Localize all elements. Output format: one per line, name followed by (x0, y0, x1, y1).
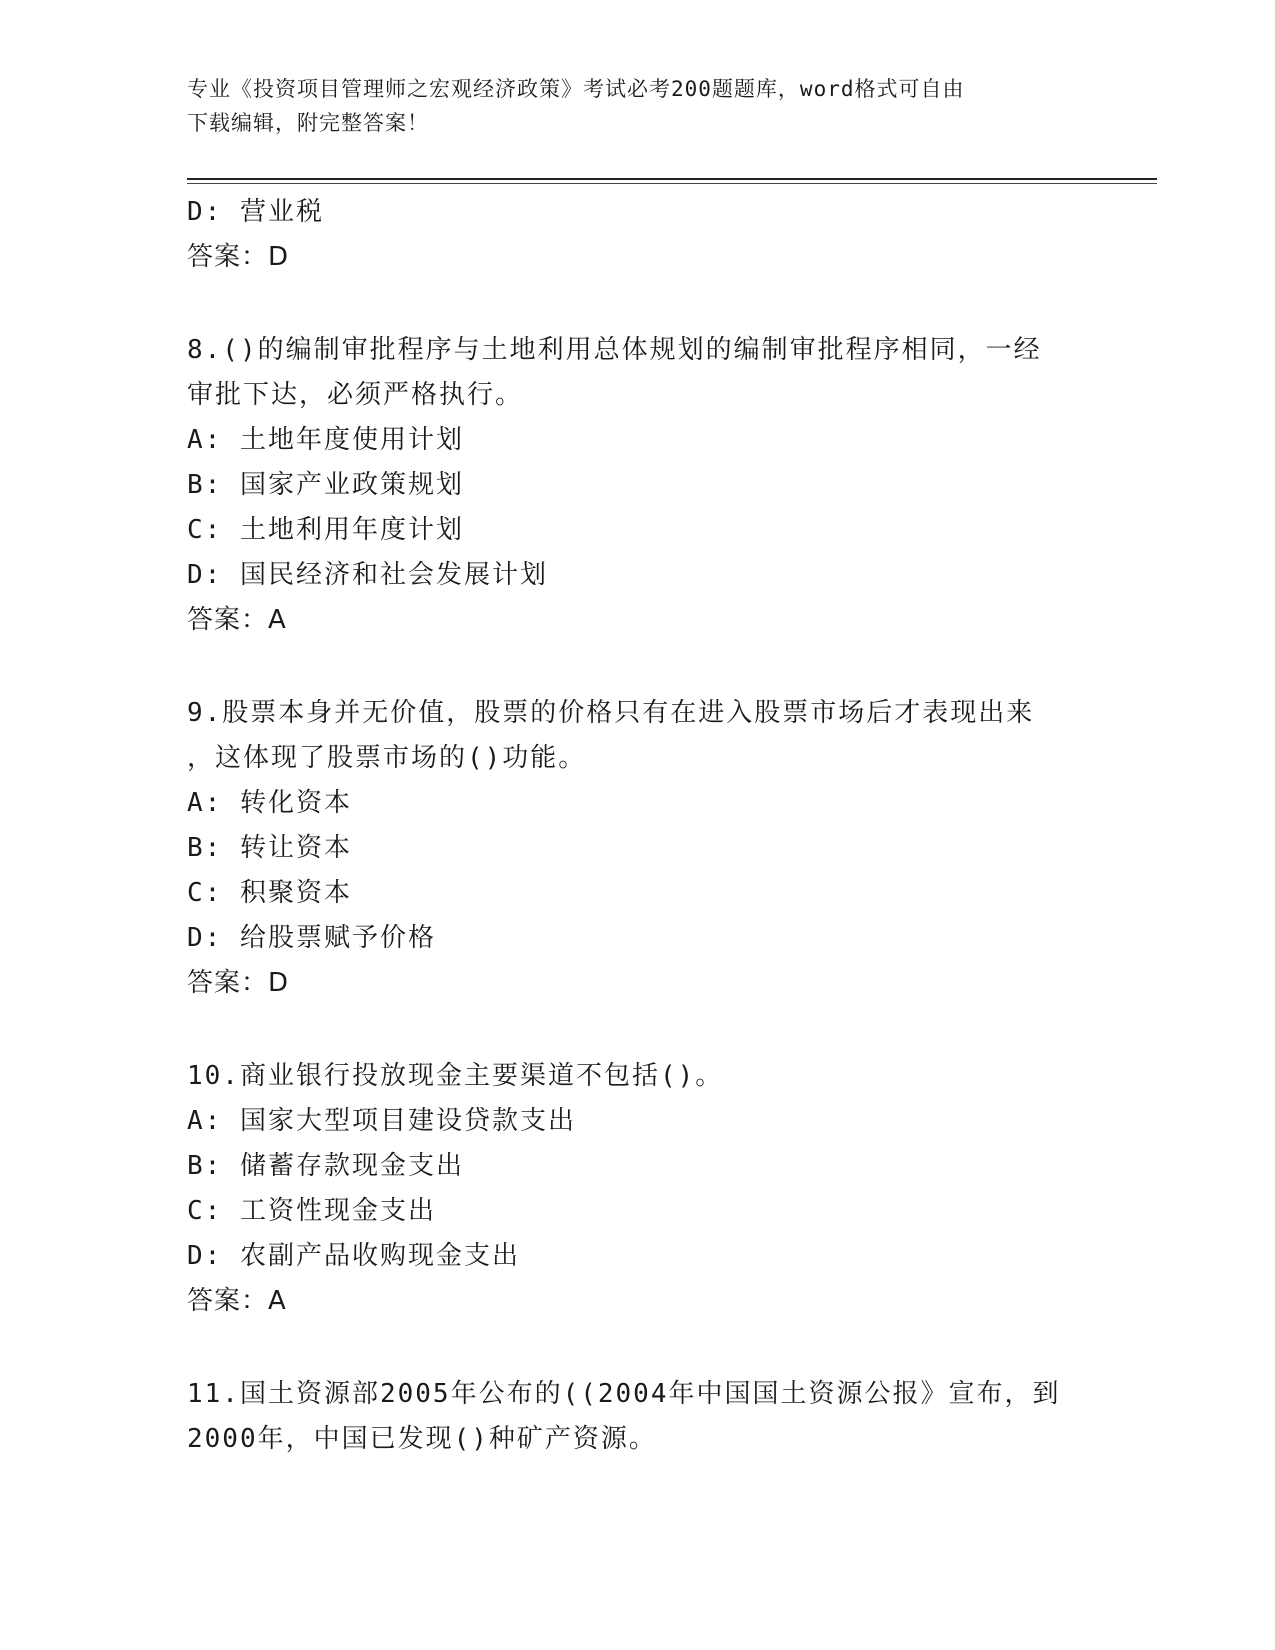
option-b: B: 国家产业政策规划 (187, 470, 464, 500)
answer-line: 答案：D (187, 242, 290, 272)
question-stem: 审批下达，必须严格执行。 (187, 380, 524, 410)
spacer (187, 643, 1067, 691)
question-8 (187, 328, 1067, 643)
option-d: D: 营业税 (187, 197, 324, 227)
option-a: A: 转化资本 (187, 788, 352, 818)
question-stem: 9.股票本身并无价值，股票的价格只有在进入股票市场后才表现出来 (187, 698, 1035, 728)
question-stem: 10.商业银行投放现金主要渠道不包括()。 (187, 1061, 724, 1091)
spacer (187, 1324, 1067, 1372)
question-stem: ，这体现了股票市场的()功能。 (187, 743, 587, 773)
question-stem: 11.国土资源部2005年公布的((2004年中国国土资源公报》宣布，到 (187, 1379, 1061, 1409)
option-b: B: 储蓄存款现金支出 (187, 1151, 464, 1181)
option-c: C: 积聚资本 (187, 878, 352, 908)
header-line-1: 专业《投资项目管理师之宏观经济政策》考试必考200题题库，word格式可自由 (187, 77, 965, 101)
option-d: D: 国民经济和社会发展计划 (187, 560, 548, 590)
question-9 (187, 691, 1067, 1006)
option-c: C: 土地利用年度计划 (187, 515, 464, 545)
question-stem: 2000年，中国已发现()种矿产资源。 (187, 1424, 657, 1454)
document-body (187, 190, 1067, 1462)
header-line-2: 下载编辑，附完整答案！ (187, 111, 429, 135)
option-d: D: 农副产品收购现金支出 (187, 1241, 520, 1271)
option-a: A: 土地年度使用计划 (187, 425, 464, 455)
header-divider-thick (187, 178, 1157, 180)
question-10 (187, 1054, 1067, 1324)
question-11 (187, 1372, 1067, 1462)
option-a: A: 国家大型项目建设贷款支出 (187, 1106, 576, 1136)
header-divider-thin (187, 183, 1157, 184)
document-header (187, 72, 1067, 140)
spacer (187, 280, 1067, 328)
option-b: B: 转让资本 (187, 833, 352, 863)
question-7-tail (187, 190, 1067, 280)
option-c: C: 工资性现金支出 (187, 1196, 436, 1226)
answer-line: 答案：D (187, 968, 290, 998)
option-d: D: 给股票赋予价格 (187, 923, 436, 953)
question-stem: 8.()的编制审批程序与土地利用总体规划的编制审批程序相同，一经 (187, 335, 1042, 365)
answer-line: 答案：A (187, 1286, 287, 1316)
answer-line: 答案：A (187, 605, 287, 635)
spacer (187, 1006, 1067, 1054)
